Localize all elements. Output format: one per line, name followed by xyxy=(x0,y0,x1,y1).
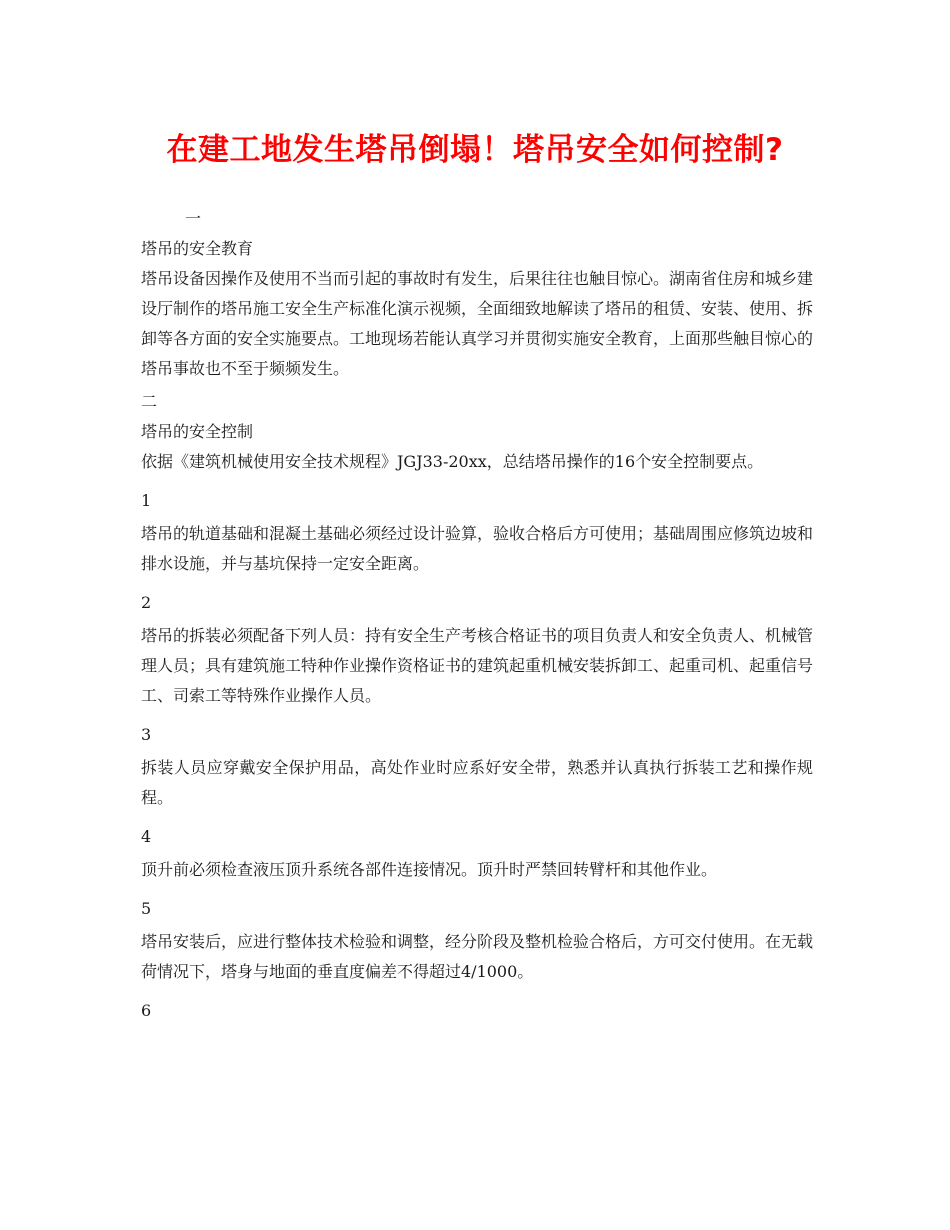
paragraph-control-intro: 依据《建筑机械使用安全技术规程》JGJ33-20xx，总结塔吊操作的16个安全控制要点。 xyxy=(141,452,764,471)
page-title: 在建工地发生塔吊倒塌！塔吊安全如何控制? xyxy=(166,132,784,168)
point-text: 塔吊安装后，应进行整体技术检验和调整，经分阶段及整机检验合格后，方可交付使用。在无载荷情况下，塔身与地面的垂直度偏差不得超过4/1000。 xyxy=(141,932,814,981)
document-body xyxy=(141,204,813,1029)
point-text: 顶升前必须检查液压顶升系统各部件连接情况。顶升时严禁回转臂杆和其他作业。 xyxy=(141,860,718,879)
section-marker-1: 一 xyxy=(185,209,202,228)
point-number: 1 xyxy=(141,491,152,510)
point-number: 3 xyxy=(141,725,152,744)
point-text: 塔吊的拆装必须配备下列人员：持有安全生产考核合格证书的项目负责人和安全负责人、机械管理人员；具有建筑施工特种作业操作资格证书的建筑起重机械安装拆卸工、起重司机、起重信号工、司索工等特殊作业操作人员。 xyxy=(141,626,814,705)
section-marker-2: 二 xyxy=(141,392,158,411)
section-heading-1: 塔吊的安全教育 xyxy=(141,239,254,258)
point-number: 6 xyxy=(141,1001,152,1020)
section-heading-2: 塔吊的安全控制 xyxy=(141,422,254,441)
point-number: 5 xyxy=(141,899,152,918)
point-number: 2 xyxy=(141,593,152,612)
point-text: 塔吊的轨道基础和混凝土基础必须经过设计验算，验收合格后方可使用；基础周围应修筑边坡和排水设施，并与基坑保持一定安全距离。 xyxy=(141,524,814,573)
point-text: 拆装人员应穿戴安全保护用品，高处作业时应系好安全带，熟悉并认真执行拆装工艺和操作规程。 xyxy=(141,758,813,807)
paragraph-education: 塔吊设备因操作及使用不当而引起的事故时有发生，后果往往也触目惊心。湖南省住房和城乡建设厅制作的塔吊施工安全生产标准化演示视频，全面细致地解读了塔吊的租赁、安装、使用、拆卸等各方面的安全实施要点。工地现场若能认真学习并贯彻实施安全教育，上面那些触目惊心的塔吊事故也不至于频频发生。 xyxy=(141,269,814,378)
point-number: 4 xyxy=(141,827,152,846)
